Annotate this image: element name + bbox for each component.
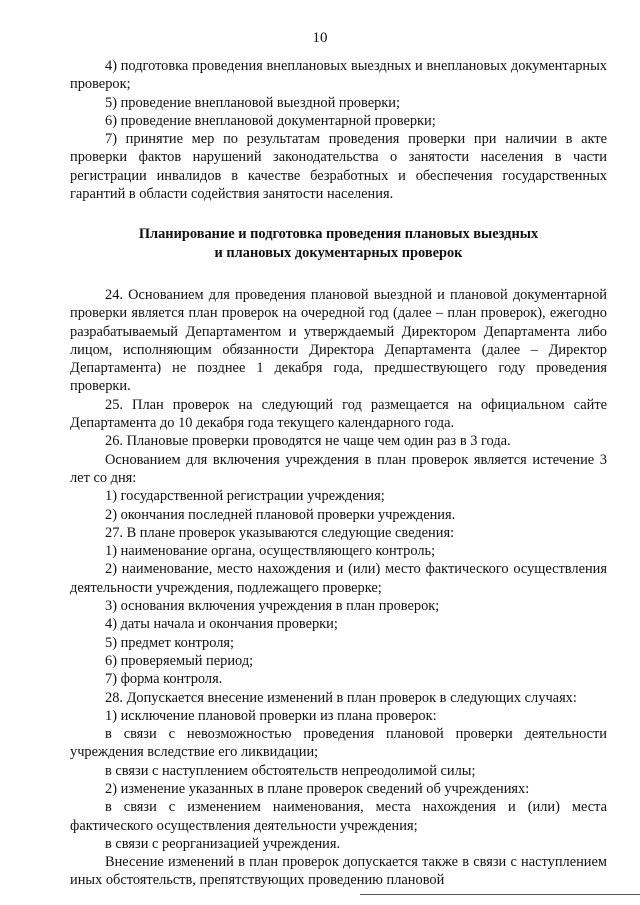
section-heading [70,225,607,262]
paragraph-item-5: 5) проведение внеплановой выездной проверки; [105,94,400,111]
paragraph-27-6: 6) проверяемый период; [105,652,254,669]
paragraph-24: 24. Основанием для проведения плановой выездной и плановой документарной проверки является план проверок на очередной год (далее – план проверок), ежегодно разрабатываемый Департаментом и утверждаемый Директором Департамента либо лицом, исполняющим обязанности Директора Департамента (далее – Директор Департамента) не позднее 1 декабря года, предшествующего году проведения проверки. [70,286,607,395]
paragraph-basis: Основанием для включения учреждения в план проверок является истечение 3 лет со дня: [70,451,607,486]
paragraph-item-6: 6) проведение внеплановой документарной проверки; [105,112,436,129]
paragraph-changes: Внесение изменений в план проверок допускается также в связи с наступлением иных обстоятельств, препятствующих проведению плановой [70,854,607,889]
paragraph-28-1: 1) исключение плановой проверки из плана проверок: [105,707,437,724]
paragraph-28-2: 2) изменение указанных в плане проверок сведений об учреждениях: [105,780,530,797]
paragraph-basis-1: 1) государственной регистрации учреждения; [105,488,385,505]
paragraph-28-2-b: в связи с реорганизацией учреждения. [105,835,341,852]
paragraph-item-4: 4) подготовка проведения внеплановых выездных и внеплановых документарных проверок; [70,58,607,93]
section-heading-line-1: Планирование и подготовка проведения плановых выездных [138,226,539,243]
paragraph-27-4: 4) даты начала и окончания проверки; [105,616,338,633]
section-heading-line-2: и плановых документарных проверок [214,244,463,261]
page-number: 10 [312,30,328,46]
paragraph-28-2-a: в связи с изменением наименования, места нахождения и (или) места фактического осуществления деятельности учреждения; [70,799,607,834]
paragraph-27-7: 7) форма контроля. [105,671,223,688]
paragraph-28: 28. Допускается внесение изменений в план проверок в следующих случаях: [105,689,577,706]
paragraph-27-1: 1) наименование органа, осуществляющего контроль; [105,543,436,560]
document-body [70,57,607,890]
paragraph-27-2: 2) наименование, место нахождения и (или) место фактического осуществления деятельности учреждения, подлежащего проверке; [70,561,607,596]
paragraph-25: 25. План проверок на следующий год размещается на официальном сайте Департамента до 10 декабря года текущего календарного года. [70,396,607,432]
paragraph-basis-2: 2) окончания последней плановой проверки учреждения. [105,506,456,523]
paragraph-27-5: 5) предмет контроля; [105,634,235,651]
paragraph-28-1-b: в связи с наступлением обстоятельств непреодолимой силы; [105,762,476,779]
paragraph-27: 27. В плане проверок указываются следующие сведения: [105,524,455,541]
paragraph-27-3: 3) основания включения учреждения в план проверок; [105,598,440,615]
paragraph-26: 26. Плановые проверки проводятся не чаще чем один раз в 3 года. [105,433,511,450]
paragraph-item-7: 7) принятие мер по результатам проведения проверки при наличии в акте проверки фактов нарушений законодательства о занятости населения в части регистрации инвалидов в качестве безработных и обеспечения государственных гарантий в области содействия занятости населения. [70,131,607,203]
bottom-divider [360,894,640,895]
paragraph-28-1-a: в связи с невозможностью проведения плановой проверки деятельности учреждения вследствие его ликвидации; [70,726,607,761]
